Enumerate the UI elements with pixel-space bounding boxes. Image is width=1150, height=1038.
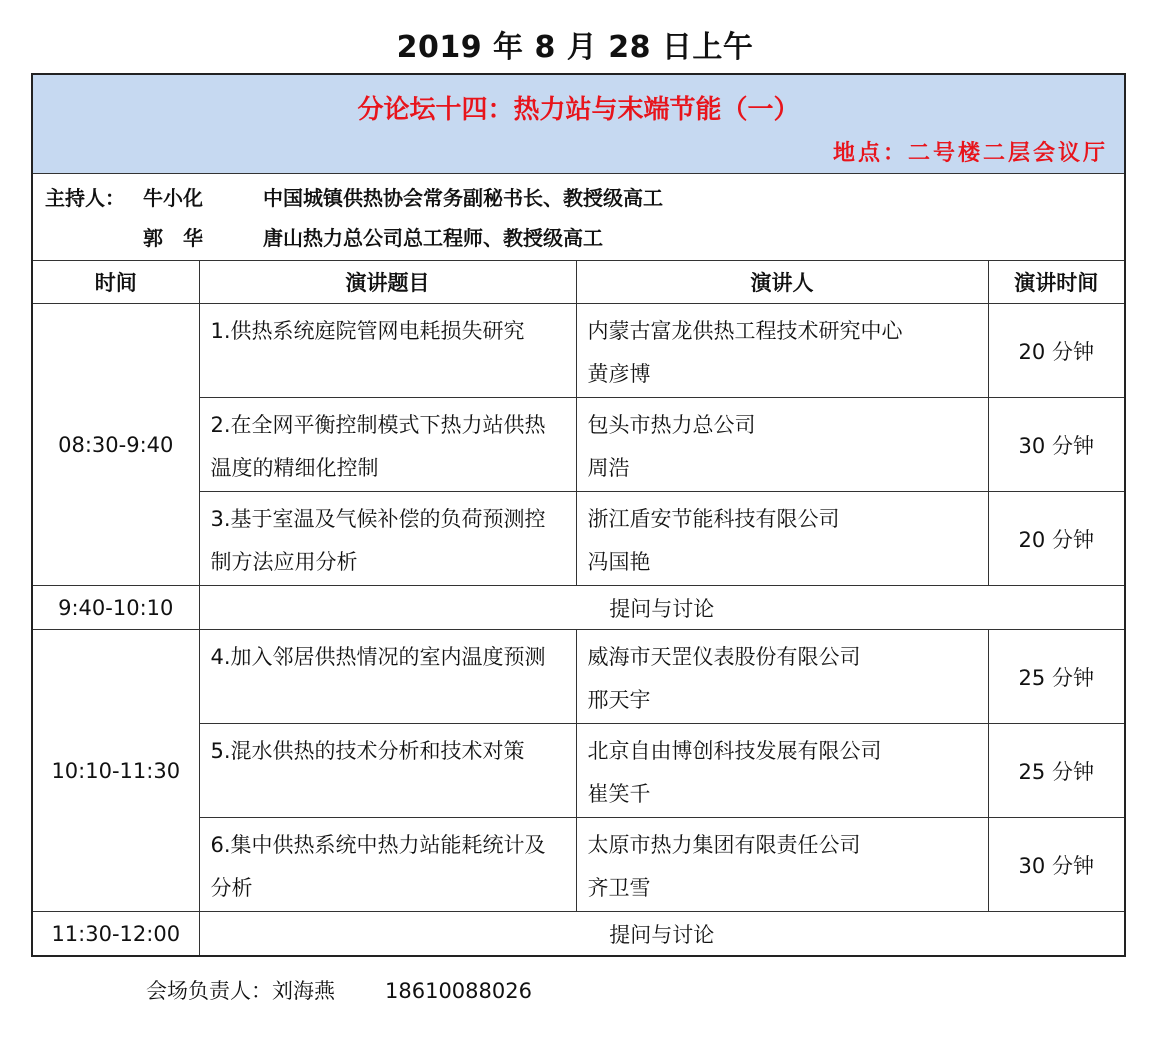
forum-header	[32, 74, 1125, 174]
talk-speaker	[576, 398, 988, 492]
contact-person: 会场负责人：刘海燕	[146, 979, 335, 1003]
talk-topic: 2.在全网平衡控制模式下热力站供热温度的精细化控制	[199, 398, 576, 492]
talk-duration: 25 分钟	[988, 724, 1125, 818]
speaker-name: 齐卫雪	[587, 876, 651, 900]
talk-row	[32, 630, 1125, 724]
speaker-name: 邢天宇	[587, 688, 651, 712]
host-label: 主持人：	[45, 186, 125, 210]
venue-contact	[146, 975, 532, 1005]
forum-venue: 地点：二号楼二层会议厅	[833, 141, 1109, 166]
talk-speaker	[576, 724, 988, 818]
page-title: 2019 年 8 月 28 日上午	[396, 30, 754, 65]
discussion-row	[32, 586, 1125, 630]
talk-duration: 20 分钟	[988, 304, 1125, 398]
speaker-name: 冯国艳	[587, 550, 651, 574]
speaker-org: 太原市热力集团有限责任公司	[587, 833, 861, 857]
talk-duration: 25 分钟	[988, 630, 1125, 724]
host-description: 唐山热力总公司总工程师、教授级高工	[263, 226, 603, 250]
speaker-org: 浙江盾安节能科技有限公司	[587, 507, 840, 531]
host-line	[33, 178, 1124, 218]
host-description: 中国城镇供热协会常务副秘书长、教授级高工	[263, 186, 663, 210]
session-time: 10:10-11:30	[32, 630, 199, 912]
session-time: 11:30-12:00	[32, 912, 199, 957]
speaker-org: 内蒙古富龙供热工程技术研究中心	[587, 319, 903, 343]
talk-row	[32, 304, 1125, 398]
talk-topic: 4.加入邻居供热情况的室内温度预测	[199, 630, 576, 724]
discussion-label: 提问与讨论	[199, 586, 1125, 630]
host-name: 郭 华	[143, 226, 203, 250]
talk-speaker	[576, 304, 988, 398]
talk-topic: 1.供热系统庭院管网电耗损失研究	[199, 304, 576, 398]
talk-duration: 30 分钟	[988, 398, 1125, 492]
discussion-label: 提问与讨论	[199, 912, 1125, 957]
host-name: 牛小化	[143, 186, 203, 210]
session-time: 08:30-9:40	[32, 304, 199, 586]
speaker-name: 周浩	[587, 456, 630, 480]
talk-topic: 3.基于室温及气候补偿的负荷预测控制方法应用分析	[199, 492, 576, 586]
host-label-spacer	[45, 218, 143, 258]
talk-duration: 20 分钟	[988, 492, 1125, 586]
speaker-org: 北京自由博创科技发展有限公司	[587, 739, 882, 763]
schedule-table	[31, 73, 1126, 957]
talk-speaker	[576, 492, 988, 586]
talk-topic: 5.混水供热的技术分析和技术对策	[199, 724, 576, 818]
contact-phone: 18610088026	[385, 979, 532, 1003]
host-line	[33, 218, 1124, 258]
column-header-speaker: 演讲人	[576, 261, 988, 304]
hosts-row	[32, 174, 1125, 261]
discussion-row	[32, 912, 1125, 957]
column-header-time: 时间	[32, 261, 199, 304]
talk-speaker	[576, 818, 988, 912]
speaker-org: 包头市热力总公司	[587, 413, 756, 437]
speaker-name: 黄彦博	[587, 362, 651, 386]
column-header-duration: 演讲时间	[988, 261, 1125, 304]
forum-header-row	[32, 74, 1125, 174]
column-header-topic: 演讲题目	[199, 261, 576, 304]
talk-topic: 6.集中供热系统中热力站能耗统计及分析	[199, 818, 576, 912]
talk-duration: 30 分钟	[988, 818, 1125, 912]
column-header-row	[32, 261, 1125, 304]
speaker-org: 威海市天罡仪表股份有限公司	[587, 645, 861, 669]
forum-title: 分论坛十四：热力站与末端节能（一）	[357, 95, 800, 125]
talk-speaker	[576, 630, 988, 724]
hosts-cell	[32, 174, 1125, 261]
speaker-name: 崔笑千	[587, 782, 651, 806]
session-time: 9:40-10:10	[32, 586, 199, 630]
